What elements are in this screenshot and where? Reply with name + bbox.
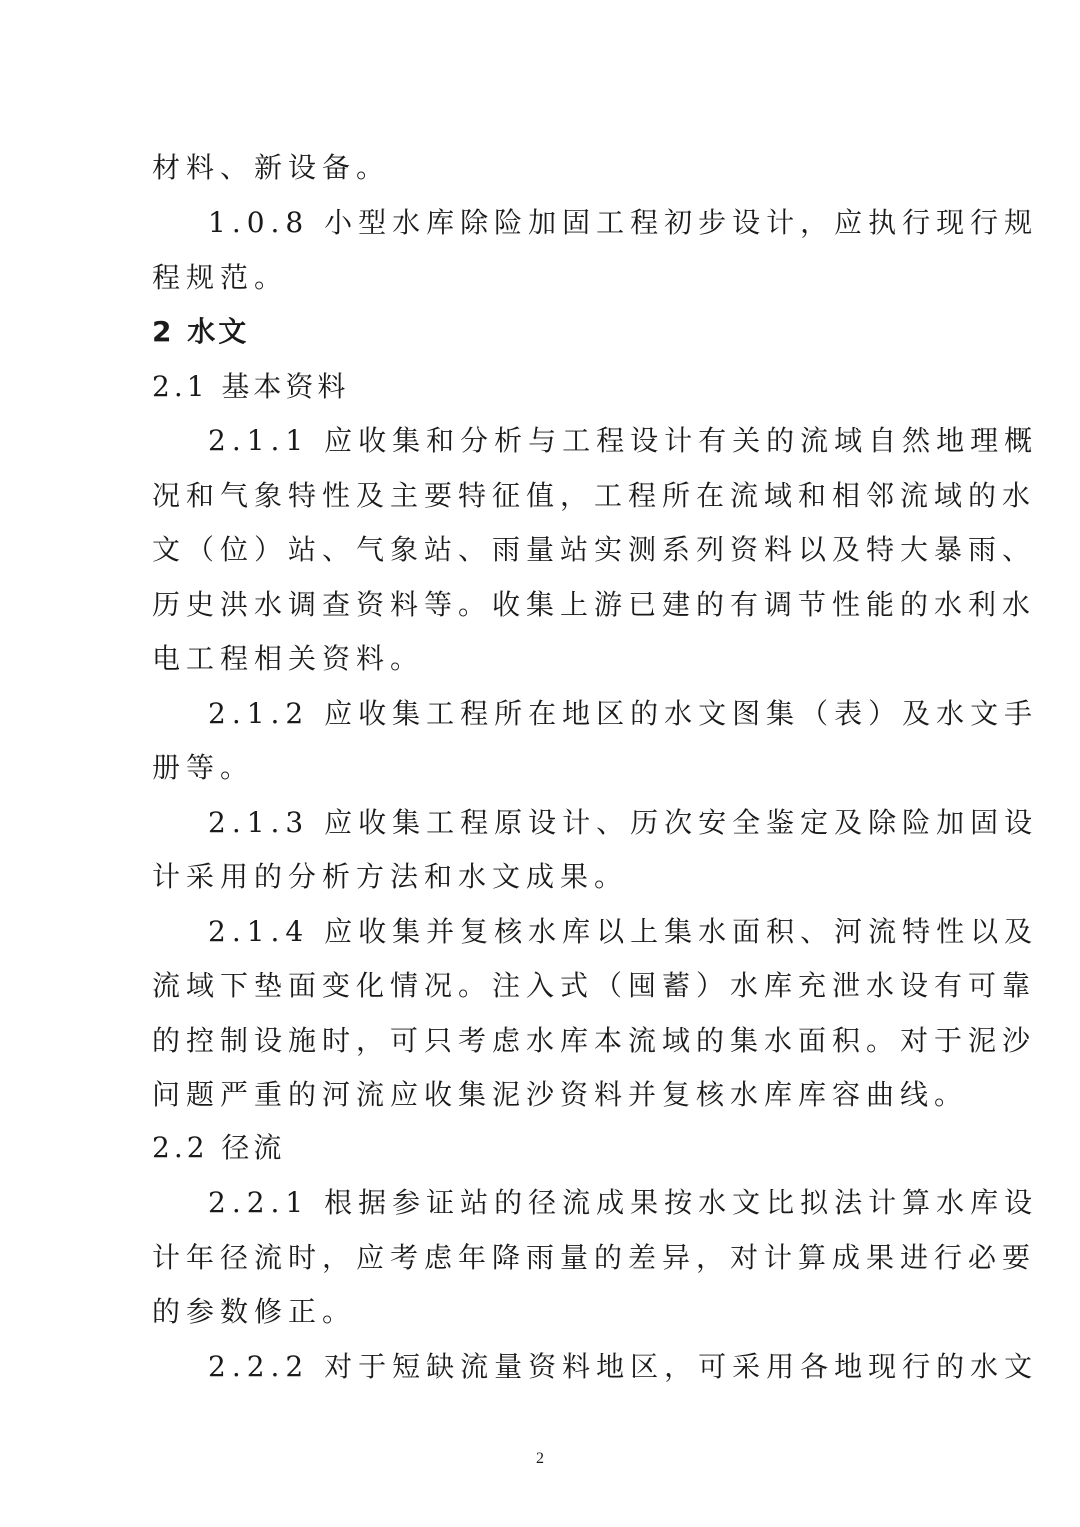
text-line: 程规范。	[152, 261, 289, 294]
clause-2-1-4: 2.1.4 应收集并复核水库以上集水面积、河流特性以及	[208, 915, 1039, 948]
text-line: 流域下垫面变化情况。注入式（囤蓄）水库充泄水设有可靠	[152, 969, 1037, 1002]
text-line: 计年径流时，应考虑年降雨量的差异，对计算成果进行必要	[152, 1241, 1037, 1274]
clause-2-1-3: 2.1.3 应收集工程原设计、历次安全鉴定及除险加固设	[208, 806, 1039, 839]
clause-2-2-2: 2.2.2 对于短缺流量资料地区，可采用各地现行的水文	[208, 1350, 1039, 1383]
text-line: 况和气象特性及主要特征值，工程所在流域和相邻流域的水	[152, 479, 1037, 512]
text-line: 计采用的分析方法和水文成果。	[152, 860, 629, 893]
text-line: 文（位）站、气象站、雨量站实测系列资料以及特大暴雨、	[152, 533, 1037, 566]
section-heading: 2.2 径流	[152, 1131, 286, 1164]
text-line: 材料、新设备。	[152, 151, 391, 184]
text-line: 历史洪水调查资料等。收集上游已建的有调节性能的水利水	[152, 588, 1037, 621]
clause-1-0-8: 1.0.8 小型水库除险加固工程初步设计，应执行现行规	[208, 206, 1039, 239]
page-number: 2	[536, 1450, 544, 1467]
clause-2-1-1: 2.1.1 应收集和分析与工程设计有关的流域自然地理概	[208, 424, 1039, 457]
section-heading: 2.1 基本资料	[152, 370, 350, 403]
text-line: 的控制设施时，可只考虑水库本流域的集水面积。对于泥沙	[152, 1024, 1037, 1057]
clause-2-1-2: 2.1.2 应收集工程所在地区的水文图集（表）及水文手	[208, 697, 1039, 730]
text-line: 电工程相关资料。	[152, 642, 425, 675]
clause-2-2-1: 2.2.1 根据参证站的径流成果按水文比拟法计算水库设	[208, 1186, 1039, 1219]
text-line: 册等。	[152, 751, 255, 784]
text-line: 问题严重的河流应收集泥沙资料并复核水库库容曲线。	[152, 1078, 969, 1111]
text-line: 的参数修正。	[152, 1295, 357, 1328]
chapter-heading: 2 水文	[152, 315, 250, 348]
